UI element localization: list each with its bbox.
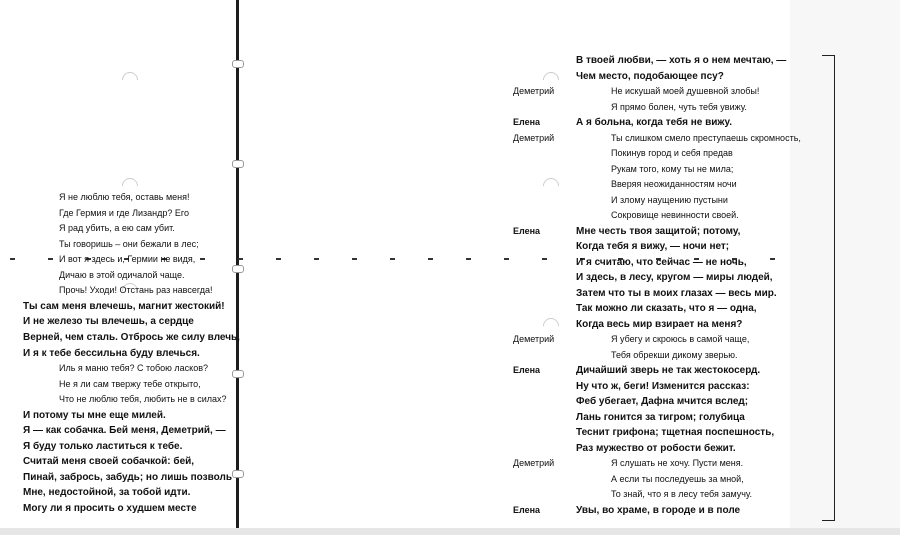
verse-line: Теснит грифона; тщетная поспешность, — [576, 427, 775, 438]
next-page-edge — [790, 0, 900, 528]
speaker-name: Елена — [513, 117, 541, 127]
verse-line: Когда весь мир взирает на меня? — [576, 318, 743, 330]
verse-line: Что не люблю тебя, любить не в силах? — [59, 394, 227, 405]
speaker-name: Деметрий — [513, 86, 555, 96]
verse-line: И я считаю, что сейчас — не ночь, — [576, 256, 747, 268]
verse-line: А если ты последуешь за мной, — [611, 473, 744, 484]
verse-line: Не я ли сам твержу тебе открыто, — [59, 378, 201, 389]
fold-tick — [200, 258, 205, 260]
speaker-name: Елена — [513, 504, 541, 515]
verse-line: Тебя обрекши дикому зверью. — [611, 349, 738, 360]
verse-line: Сокровище невинности своей. — [611, 210, 739, 220]
fold-tick — [10, 258, 15, 260]
binding-stitch — [232, 60, 244, 68]
verse-line: Где Гермия и где Лизандр? Его — [59, 207, 189, 218]
verse-line: Я — как собачка. Бей меня, Деметрий, — — [23, 425, 226, 437]
verse-line: Я не люблю тебя, оставь меня! — [59, 192, 190, 202]
verse-line: Я убегу и скроюсь в самой чаще, — [611, 334, 750, 344]
verse-line: Пинай, забрось, забудь; но лишь позволь — [23, 471, 232, 483]
verse-line: Дичайший зверь не так жестокосерд. — [576, 365, 761, 376]
verse-line: Вверяя неожиданностям ночи — [611, 179, 737, 189]
fold-tick — [314, 258, 319, 260]
verse-line: И вот я здесь и, Гермии не видя, — [59, 254, 196, 265]
verse-line: А я больна, когда тебя не вижу. — [576, 117, 732, 128]
speaker-name: Елена — [513, 365, 541, 375]
fold-tick — [390, 258, 395, 260]
verse-line: И потому ты мне еще милей. — [23, 409, 166, 421]
fold-tick — [770, 258, 775, 260]
verse-line: Я прямо болен, чуть тебя увижу. — [611, 101, 747, 112]
verse-line: Мне, недостойной, за тобой идти. — [23, 487, 191, 499]
verse-line: И не железо ты влечешь, а сердце — [23, 316, 194, 328]
fold-tick — [276, 258, 281, 260]
fold-tick — [466, 258, 471, 260]
verse-line: И я к тебе бессильна буду влечься. — [23, 347, 200, 359]
verse-line: Ты говоришь – они бежали в лес; — [59, 238, 199, 249]
verse-line: Чем место, подобающее псу? — [576, 70, 724, 82]
verse-line: В твоей любви, — хоть я о нем мечтаю, — — [576, 55, 787, 66]
verse-line: Покинув город и себя предав — [611, 148, 733, 158]
verse-line: Ну что ж, беги! Изменится рассказ: — [576, 380, 750, 392]
verse-line: Дичаю в этой одичалой чаще. — [59, 269, 185, 280]
binding-stitch — [232, 470, 244, 478]
speaker-name: Деметрий — [513, 132, 555, 143]
verse-line: Лань гонится за тигром; голубица — [576, 411, 745, 423]
fold-tick — [504, 258, 509, 260]
fold-tick — [48, 258, 53, 260]
speaker-name: Елена — [513, 225, 541, 236]
verse-line: Верней, чем сталь. Отбрось же силу влечь, — [23, 331, 240, 343]
verse-line: Мне честь твоя защитой; потому, — [576, 225, 741, 237]
verse-line: Феб убегает, Дафна мчится вслед; — [576, 396, 749, 407]
fold-tick — [238, 258, 243, 260]
verse-line: Считай меня своей собачкой: бей, — [23, 456, 195, 468]
verse-line: Ты сам меня влечешь, магнит жестокий! — [23, 300, 225, 312]
fold-tick — [428, 258, 433, 260]
verse-line: Иль я маню тебя? С тобою ласков? — [59, 363, 208, 374]
binding-stitch — [232, 265, 244, 273]
verse-line: Так можно ли сказать, что я — одна, — [576, 303, 757, 314]
verse-line: Я рад убить, а ею сам убит. — [59, 223, 175, 234]
verse-line: И здесь, в лесу, кругом — миры людей, — [576, 272, 773, 283]
binding-stitch — [232, 370, 244, 378]
verse-line: Раз мужество от робости бежит. — [576, 442, 736, 454]
speaker-name: Деметрий — [513, 334, 555, 344]
verse-line: Прочь! Уходи! Отстань раз навсегда! — [59, 285, 213, 296]
verse-line: И злому наущению пустыни — [611, 194, 728, 205]
verse-line: Могу ли я просить о худшем месте — [23, 503, 197, 514]
verse-line: Я слушать не хочу. Пусти меня. — [611, 458, 744, 468]
page-fold — [236, 0, 239, 528]
verse-line: То знай, что я в лесу тебя замучу. — [611, 489, 753, 499]
binding-stitch — [232, 160, 244, 168]
verse-line: Когда тебя я вижу, — ночи нет; — [576, 241, 730, 252]
verse-line: Не искушай моей душевной злобы! — [611, 86, 760, 96]
verse-line: Рукам того, кому ты не мила; — [611, 163, 734, 174]
fold-tick — [352, 258, 357, 260]
verse-line: Затем что ты в моих глазах — весь мир. — [576, 287, 777, 299]
margin-bracket — [822, 55, 835, 521]
fold-tick — [542, 258, 547, 260]
verse-line: Ты слишком смело преступаешь скромность, — [611, 132, 801, 143]
verse-line: Увы, во храме, в городе и в поле — [576, 504, 741, 516]
speaker-name: Деметрий — [513, 458, 555, 468]
verse-line: Я буду только ластиться к тебе. — [23, 440, 183, 452]
